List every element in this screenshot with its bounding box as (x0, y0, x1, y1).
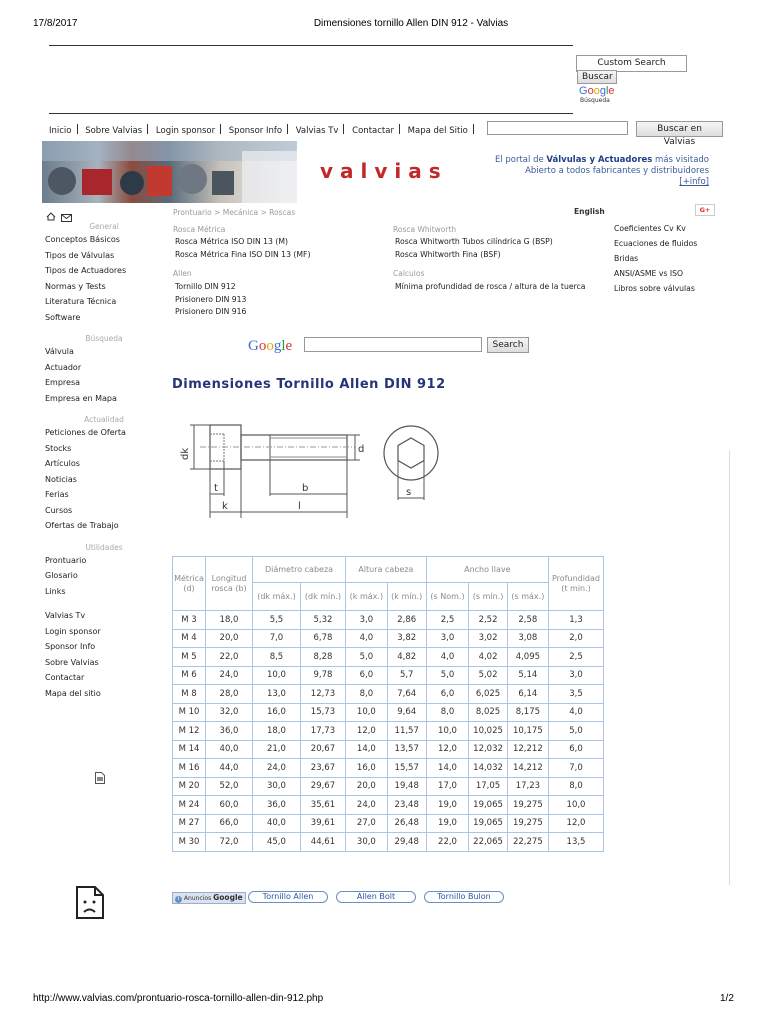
th-ancho-llave: Ancho llave (426, 557, 548, 583)
table-cell: M 20 (173, 777, 206, 796)
table-cell: 6,14 (507, 685, 548, 704)
table-cell: 16,0 (253, 703, 301, 722)
table-cell: 7,64 (387, 685, 426, 704)
link-prisionero-916[interactable]: Prisionero DIN 916 (175, 307, 247, 316)
table-cell: 10,0 (346, 703, 388, 722)
sidebar-item-cursos[interactable]: Cursos (45, 505, 73, 515)
table-cell: 19,0 (426, 796, 469, 815)
table-cell: 10,025 (469, 722, 507, 741)
table-cell: 4,0 (426, 648, 469, 667)
table-cell: 8,175 (507, 703, 548, 722)
th-diametro-cabeza: Diámetro cabeza (253, 557, 346, 583)
table-cell: 4,82 (387, 648, 426, 667)
table-cell: 8,0 (549, 777, 604, 796)
table-cell: 66,0 (206, 814, 253, 833)
table-cell: 15,73 (300, 703, 345, 722)
link-bridas[interactable]: Bridas (614, 254, 639, 263)
link-rosca-metrica-iso[interactable]: Rosca Métrica ISO DIN 13 (M) (175, 237, 289, 246)
table-cell: 4,0 (346, 629, 388, 648)
buscar-button[interactable]: Buscar (577, 70, 617, 84)
nav-sponsor-info[interactable]: Sponsor Info (228, 126, 283, 136)
info-icon: i (175, 896, 182, 903)
label-dk: dk (180, 447, 191, 460)
table-cell: 4,0 (549, 703, 604, 722)
broken-image-icon (76, 886, 104, 923)
table-row (173, 777, 604, 796)
banner-image (42, 141, 297, 203)
table-row (173, 666, 604, 685)
table-row (173, 814, 604, 833)
valves-photo (42, 141, 297, 203)
table-cell: 2,86 (387, 611, 426, 630)
table-cell: 5,02 (469, 666, 507, 685)
sidebar-item-empresa-mapa[interactable]: Empresa en Mapa (45, 393, 117, 403)
table-cell: 19,275 (507, 796, 548, 815)
table-row (173, 759, 604, 778)
table-cell: 30,0 (346, 833, 388, 852)
table-cell: M 12 (173, 722, 206, 741)
th-altura-cabeza: Altura cabeza (346, 557, 427, 583)
table-cell: 5,14 (507, 666, 548, 685)
sidebar-item-valvula[interactable]: Válvula (45, 347, 74, 356)
sidebar-head-utilidades: Utilidades (85, 542, 123, 552)
header-row-1 (173, 557, 604, 583)
th-dk-min: (dk mín.) (300, 583, 345, 611)
table-cell: 72,0 (206, 833, 253, 852)
table-cell: 32,0 (206, 703, 253, 722)
table-cell: 9,64 (387, 703, 426, 722)
ads-google: Google (213, 893, 243, 902)
nav-contactar[interactable]: Contactar (352, 126, 394, 136)
sidebar-item-sobre-valvias[interactable]: Sobre Valvias (45, 657, 99, 667)
table-cell: 3,0 (426, 629, 469, 648)
table-cell: 19,065 (469, 796, 507, 815)
top-nav (49, 124, 479, 136)
table-cell: M 27 (173, 814, 206, 833)
print-date: 17/8/2017 (33, 18, 78, 29)
banner-tagline (420, 155, 709, 188)
sidebar-item-ferias[interactable]: Ferias (45, 490, 69, 499)
table-row (173, 703, 604, 722)
sidebar-item-literatura[interactable]: Literatura Técnica (45, 297, 117, 306)
table-cell: 12,0 (346, 722, 388, 741)
table-row (173, 833, 604, 852)
link-prisionero-913[interactable]: Prisionero DIN 913 (175, 295, 247, 304)
nav-valvias-tv[interactable]: Valvias Tv (295, 126, 339, 136)
right-links (614, 224, 697, 299)
table-cell: 10,0 (253, 666, 301, 685)
section-calculos: Calculos (393, 269, 425, 278)
table-cell: 45,0 (253, 833, 301, 852)
right-divider (729, 450, 730, 885)
breadcrumb[interactable]: Prontuario > Mecánica > Roscas (173, 208, 296, 217)
table-row (173, 629, 604, 648)
dimensions-table (172, 556, 604, 852)
table-cell: M 16 (173, 759, 206, 778)
table-row (173, 722, 604, 741)
table-cell: 14,212 (507, 759, 548, 778)
page-title: Dimensiones Tornillo Allen DIN 912 (172, 377, 446, 392)
table-cell: 40,0 (253, 814, 301, 833)
print-title: Dimensiones tornillo Allen DIN 912 - Valvias (313, 18, 509, 29)
label-b: b (302, 483, 309, 494)
sidebar-item-mapa-sitio[interactable]: Mapa del sitio (45, 688, 101, 698)
table-cell: 36,0 (206, 722, 253, 741)
table-cell: 3,08 (507, 629, 548, 648)
section-rosca-whitworth: Rosca Whitworth (393, 225, 457, 234)
table-cell: 3,02 (469, 629, 507, 648)
table-row (173, 740, 604, 759)
table-row (173, 796, 604, 815)
sidebar-item-sponsor-info[interactable]: Sponsor Info (45, 642, 96, 651)
table-cell: 14,0 (346, 740, 388, 759)
table-cell: 19,065 (469, 814, 507, 833)
print-page: 1/2 (720, 993, 734, 1004)
google-search-input[interactable] (304, 337, 482, 352)
table-cell: 7,0 (253, 629, 301, 648)
table-cell: 17,73 (300, 722, 345, 741)
sidebar-item-tipos-actuadores[interactable]: Tipos de Actuadores (45, 266, 127, 275)
table-cell: M 6 (173, 666, 206, 685)
table-cell: 3,0 (346, 611, 388, 630)
table-cell: 23,67 (300, 759, 345, 778)
table-cell: 40,0 (206, 740, 253, 759)
table-cell: 20,0 (206, 629, 253, 648)
table-cell: 17,05 (469, 777, 507, 796)
link-tornillo-din-912[interactable]: Tornillo DIN 912 (175, 282, 236, 291)
tagline-line2: Abierto a todos fabricantes y distribuidores (525, 166, 709, 176)
table-cell: 8,0 (426, 703, 469, 722)
table-cell: M 14 (173, 740, 206, 759)
table-cell: 8,28 (300, 648, 345, 667)
th-k-max: (k máx.) (346, 583, 388, 611)
table-cell: 35,61 (300, 796, 345, 815)
divider-top (49, 45, 573, 46)
table-cell: 28,0 (206, 685, 253, 704)
th-k-min: (k mín.) (387, 583, 426, 611)
nav-inicio[interactable]: Inicio (49, 126, 72, 136)
label-t: t (214, 483, 218, 494)
google-search-button[interactable]: Search (487, 337, 529, 353)
sidebar-head-busqueda: Búsqueda (85, 334, 123, 343)
sidebar-item-software[interactable]: Software (45, 312, 81, 322)
busqueda-label: Búsqueda (580, 97, 610, 104)
label-l: l (298, 501, 301, 512)
table-cell: 19,275 (507, 814, 548, 833)
nav-mapa-sitio[interactable]: Mapa del Sitio (407, 126, 468, 136)
table-cell: 13,57 (387, 740, 426, 759)
table-cell: 5,32 (300, 611, 345, 630)
sidebar-item-peticiones[interactable]: Peticiones de Oferta (45, 428, 126, 437)
table-cell: 30,0 (253, 777, 301, 796)
nav-sobre-valvias[interactable]: Sobre Valvias (85, 126, 143, 136)
label-k: k (222, 501, 228, 512)
table-cell: 60,0 (206, 796, 253, 815)
tagline-bold: Válvulas y Actuadores (546, 155, 653, 165)
allen-screw-diagram (180, 416, 445, 520)
th-longitud: Longitud rosca (b) (206, 557, 253, 611)
sidebar-head-actualidad: Actualidad (84, 415, 124, 424)
table-cell: 1,3 (549, 611, 604, 630)
table-cell: M 30 (173, 833, 206, 852)
table-cell: 5,0 (549, 722, 604, 741)
buscar-en-valvias-button[interactable]: Buscar en Valvias (636, 121, 723, 137)
table-cell: 2,5 (549, 648, 604, 667)
table-cell: M 10 (173, 703, 206, 722)
sidebar-item-glosario[interactable]: Glosario (45, 571, 78, 580)
divider-nav (49, 113, 573, 114)
table-cell: M 4 (173, 629, 206, 648)
table-cell: 8,025 (469, 703, 507, 722)
th-s-min: (s mín.) (469, 583, 507, 611)
table-cell: 36,0 (253, 796, 301, 815)
table-body (173, 611, 604, 852)
nav-login-sponsor[interactable]: Login sponsor (155, 126, 216, 136)
table-cell: 22,275 (507, 833, 548, 852)
ad-link-tornillo-bulon[interactable]: Tornillo Bulon (424, 891, 504, 903)
table-cell: 2,58 (507, 611, 548, 630)
table-cell: 5,0 (346, 648, 388, 667)
table-cell: 17,23 (507, 777, 548, 796)
link-ecuaciones[interactable]: Ecuaciones de fluidos (614, 239, 698, 248)
google-search-logo: Google (248, 338, 293, 354)
table-cell: 8,0 (346, 685, 388, 704)
table-cell: 2,5 (426, 611, 469, 630)
print-url: http://www.valvias.com/prontuario-rosca-tornillo-allen-din-912.php (33, 993, 324, 1004)
table-cell: 18,0 (253, 722, 301, 741)
table-cell: 6,0 (549, 740, 604, 759)
table-cell: 12,212 (507, 740, 548, 759)
sidebar-item-prontuario[interactable]: Prontuario (45, 555, 87, 565)
custom-search-input[interactable]: Custom Search (576, 55, 687, 72)
table-cell: 4,02 (469, 648, 507, 667)
table-cell: 15,57 (387, 759, 426, 778)
table-cell: M 3 (173, 611, 206, 630)
table-cell: 11,57 (387, 722, 426, 741)
table-row (173, 648, 604, 667)
table-cell: 22,0 (426, 833, 469, 852)
th-profundidad: Profundidad (t min.) (549, 557, 604, 611)
link-coeficientes[interactable]: Coeficientes Cv Kv (614, 224, 686, 233)
label-s: s (406, 487, 412, 498)
table-cell: 3,82 (387, 629, 426, 648)
table-cell: 44,0 (206, 759, 253, 778)
table-cell: M 8 (173, 685, 206, 704)
table-cell: 52,0 (206, 777, 253, 796)
table-cell: 23,48 (387, 796, 426, 815)
table-cell: 3,5 (549, 685, 604, 704)
section-allen: Allen (173, 269, 192, 278)
link-ansi-iso[interactable]: ANSI/ASME vs ISO (614, 269, 684, 278)
gplus-button[interactable]: G+ (695, 204, 715, 216)
table-cell: 10,0 (549, 796, 604, 815)
ads-label: Anuncios (183, 895, 212, 902)
table-cell: M 5 (173, 648, 206, 667)
link-whitworth-fina[interactable]: Rosca Whitworth Fina (BSF) (395, 250, 501, 259)
table-cell: 29,67 (300, 777, 345, 796)
sidebar-item-valvias-tv[interactable]: Valvias Tv (45, 611, 86, 620)
table-cell: 12,73 (300, 685, 345, 704)
table-cell: 20,67 (300, 740, 345, 759)
link-minima-profundidad[interactable]: Mínima profundidad de rosca / altura de la tuerca (395, 282, 586, 291)
sidebar (45, 222, 185, 704)
table-cell: 7,0 (549, 759, 604, 778)
sidebar-item-actuador[interactable]: Actuador (45, 362, 82, 372)
table-cell: 5,7 (387, 666, 426, 685)
table-cell: 44,61 (300, 833, 345, 852)
table-cell: 6,0 (346, 666, 388, 685)
table-cell: 13,5 (549, 833, 604, 852)
table-cell: 19,48 (387, 777, 426, 796)
table-cell: 6,78 (300, 629, 345, 648)
table-cell: 12,0 (426, 740, 469, 759)
table-cell: 24,0 (253, 759, 301, 778)
th-s-nom: (s Nom.) (426, 583, 469, 611)
sidebar-item-tipos-valvulas[interactable]: Tipos de Válvulas (45, 250, 115, 260)
sidebar-item-stocks[interactable]: Stocks (45, 443, 72, 453)
sidebar-item-empresa[interactable]: Empresa (45, 378, 81, 387)
sidebar-item-articulos[interactable]: Artículos (45, 459, 80, 468)
link-libros[interactable]: Libros sobre válvulas (614, 284, 695, 293)
table-cell: 9,78 (300, 666, 345, 685)
table-cell: 16,0 (346, 759, 388, 778)
table-row (173, 611, 604, 630)
google-logo: Google (579, 85, 615, 97)
table-cell: 26,48 (387, 814, 426, 833)
table-cell: 20,0 (346, 777, 388, 796)
sidebar-item-noticias[interactable]: Noticias (45, 474, 77, 484)
table-cell: 14,032 (469, 759, 507, 778)
table-cell: 39,61 (300, 814, 345, 833)
table-cell: 24,0 (206, 666, 253, 685)
label-d: d (358, 444, 365, 455)
sidebar-head-general: General (89, 222, 119, 231)
table-cell: 27,0 (346, 814, 388, 833)
tagline-post: más visitado (652, 155, 709, 165)
sidebar-item-conceptos[interactable]: Conceptos Básicos (45, 235, 120, 244)
table-cell: 12,032 (469, 740, 507, 759)
table-cell: M 24 (173, 796, 206, 815)
ads-badge[interactable] (172, 892, 246, 904)
th-dk-max: (dk máx.) (253, 583, 301, 611)
table-cell: 29,48 (387, 833, 426, 852)
brand-title[interactable]: valvias (320, 159, 448, 183)
ad-link-tornillo-allen[interactable]: Tornillo Allen (248, 891, 328, 903)
table-cell: 5,5 (253, 611, 301, 630)
table-cell: 10,0 (426, 722, 469, 741)
table-cell: 19,0 (426, 814, 469, 833)
pdf-icon[interactable] (95, 769, 105, 788)
table-cell: 13,0 (253, 685, 301, 704)
table-cell: 6,025 (469, 685, 507, 704)
table-cell: 2,0 (549, 629, 604, 648)
sidebar-item-ofertas-trabajo[interactable]: Ofertas de Trabajo (45, 521, 119, 530)
table-cell: 24,0 (346, 796, 388, 815)
sidebar-item-normas[interactable]: Normas y Tests (45, 281, 106, 291)
table-cell: 5,0 (426, 666, 469, 685)
table-row (173, 685, 604, 704)
table-cell: 12,0 (549, 814, 604, 833)
sidebar-item-links[interactable]: Links (45, 586, 66, 596)
table-cell: 10,175 (507, 722, 548, 741)
table-cell: 2,52 (469, 611, 507, 630)
table-cell: 22,0 (206, 648, 253, 667)
link-whitworth-tubos[interactable]: Rosca Whitworth Tubos cilíndrica G (BSP) (395, 237, 553, 246)
sidebar-item-contactar[interactable]: Contactar (45, 673, 85, 682)
th-metrica: Métrica (d) (173, 557, 206, 611)
table-cell: 8,5 (253, 648, 301, 667)
language-link[interactable]: English (574, 207, 605, 216)
table-cell: 21,0 (253, 740, 301, 759)
tagline-pre: El portal de (494, 155, 547, 165)
more-info-link[interactable]: [+info] (679, 177, 709, 187)
table-cell: 3,0 (549, 666, 604, 685)
table-cell: 18,0 (206, 611, 253, 630)
table-cell: 17,0 (426, 777, 469, 796)
sidebar-item-login-sponsor[interactable]: Login sponsor (45, 626, 101, 636)
ad-link-allen-bolt[interactable]: Allen Bolt (336, 891, 416, 903)
table-cell: 14,0 (426, 759, 469, 778)
table-cell: 4,095 (507, 648, 548, 667)
valvias-search-input[interactable] (487, 121, 628, 135)
section-rosca-metrica: Rosca Métrica (173, 225, 226, 234)
table-cell: 6,0 (426, 685, 469, 704)
table-cell: 22,065 (469, 833, 507, 852)
link-rosca-metrica-fina[interactable]: Rosca Métrica Fina ISO DIN 13 (MF) (175, 250, 311, 259)
th-s-max: (s máx.) (507, 583, 548, 611)
